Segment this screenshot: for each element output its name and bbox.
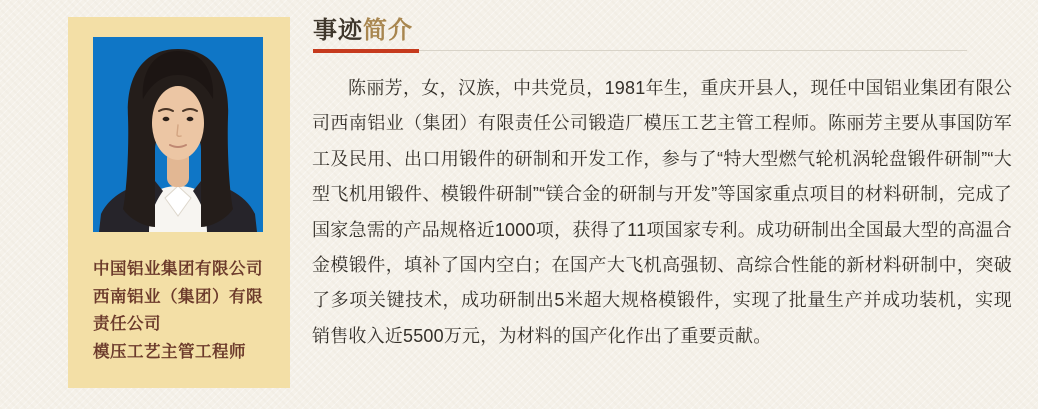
portrait-photo-graphic	[93, 37, 263, 232]
biography-text: 陈丽芳，女，汉族，中共党员，1981年生，重庆开县人，现任中国铝业集团有限公司西南铝业（集团）有限责任公司锻造厂模压工艺主管工程师。陈丽芳主要从事国防军工及民用、出口用锻件的研制和开发工作，参与了“特大型燃气轮机涡轮盘锻件研制”“大型飞机用锻件、模锻件研制”“镁合金的研制与开发”等国家重点项目的材料研制，完成了国家急需的产品规格近1000项，获得了11项国家专利。成功研制出全国最大型的高温合金模锻件，填补了国内空白；在国产大飞机高强韧、高综合性能的新材料研制中，突破了多项关键技术，成功研制出5米超大规格模锻件，实现了批量生产并成功装机，实现销售收入近5500万元，为材料的国产化作出了重要贡献。	[312, 78, 1012, 346]
underline-accent	[313, 49, 419, 53]
caption-line-company-2: 西南铝业（集团）有限	[93, 287, 263, 306]
caption-line-company-1: 中国铝业集团有限公司	[93, 260, 263, 278]
portrait-photo	[93, 37, 263, 232]
profile-caption	[93, 256, 277, 366]
caption-line-company-3: 责任公司	[93, 315, 161, 333]
intro-section	[312, 0, 1012, 409]
caption-line-job-title: 模压工艺主管工程师	[93, 342, 246, 361]
section-title-secondary: 简介	[363, 17, 413, 44]
section-title	[313, 16, 413, 46]
section-title-primary: 事迹	[313, 17, 363, 44]
title-underline	[313, 49, 967, 53]
profile-card	[68, 17, 290, 388]
